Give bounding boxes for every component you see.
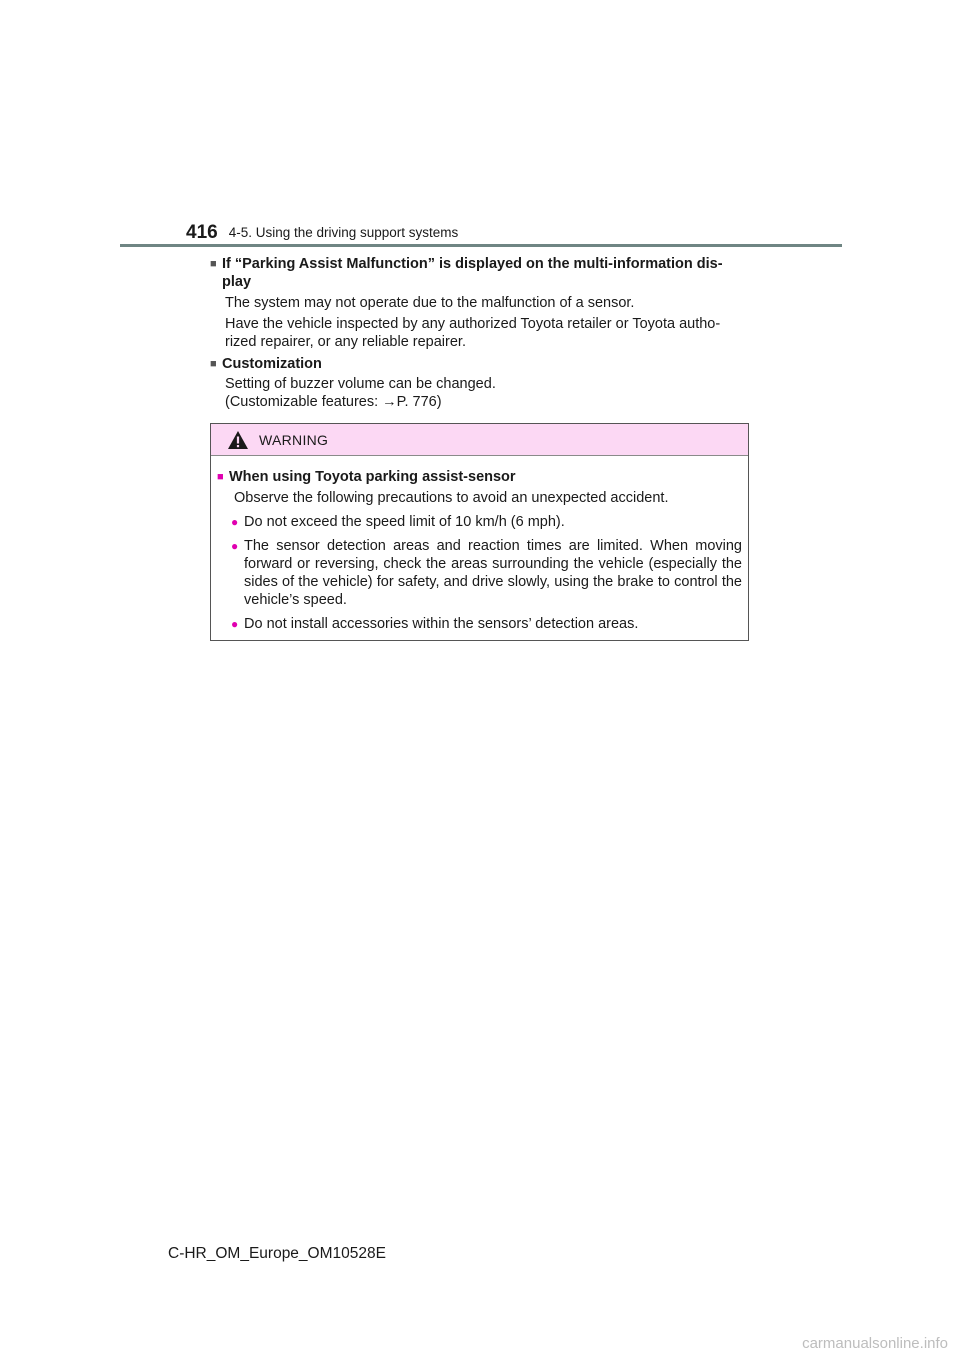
list-item-text: Do not install accessories within the sensors’ detection areas. xyxy=(244,616,639,632)
list-item-text: Do not exceed the speed limit of 10 km/h (6 mph). xyxy=(244,514,565,530)
malfunction-text-2: Have the vehicle inspected by any authorized Toyota retailer or Toyota autho-rized repairer, or any reliable repairer. xyxy=(225,316,721,350)
page-number: 416 xyxy=(186,222,218,243)
customization-text-1: Setting of buzzer volume can be changed. xyxy=(225,376,496,392)
warning-heading xyxy=(217,468,742,486)
round-bullet-icon: ● xyxy=(231,617,239,631)
customization-heading-text: Customization xyxy=(222,356,322,372)
page-content xyxy=(210,255,750,411)
customization-text-2: (Customizable features: →P. 776) xyxy=(225,394,442,410)
warning-body xyxy=(211,456,748,633)
customization-heading xyxy=(210,355,750,373)
round-bullet-icon: ● xyxy=(231,515,239,529)
warning-triangle-icon xyxy=(227,430,249,450)
square-bullet-icon: ■ xyxy=(210,358,217,370)
list-item xyxy=(217,537,742,609)
malfunction-text-1: The system may not operate due to the malfunction of a sensor. xyxy=(225,295,635,311)
malfunction-heading-text: If “Parking Assist Malfunction” is displayed on the multi-information dis-play xyxy=(222,256,723,290)
document-id: C-HR_OM_Europe_OM10528E xyxy=(168,1245,386,1262)
round-bullet-icon: ● xyxy=(231,539,239,553)
watermark: carmanualsonline.info xyxy=(802,1335,948,1352)
list-item-text: The sensor detection areas and reaction times are limited. When moving forward or reversing, check the areas surrounding the vehicle (especially the sides of the vehicle) for safety, and drive slowly, using the brake to control the vehicle’s speed. xyxy=(244,538,742,608)
warning-box xyxy=(210,423,749,641)
list-item xyxy=(217,615,742,633)
list-item xyxy=(217,513,742,531)
warning-label: WARNING xyxy=(259,431,329,448)
section-title: 4-5. Using the driving support systems xyxy=(228,225,459,240)
warning-heading-text: When using Toyota parking assist-sensor xyxy=(229,469,516,485)
malfunction-heading xyxy=(210,255,750,291)
warning-intro: Observe the following precautions to avoid an unexpected accident. xyxy=(234,490,669,506)
warning-header xyxy=(211,424,748,456)
page-header xyxy=(186,214,458,244)
square-bullet-icon: ■ xyxy=(217,471,224,483)
square-bullet-icon: ■ xyxy=(210,258,217,270)
header-divider xyxy=(120,244,842,247)
